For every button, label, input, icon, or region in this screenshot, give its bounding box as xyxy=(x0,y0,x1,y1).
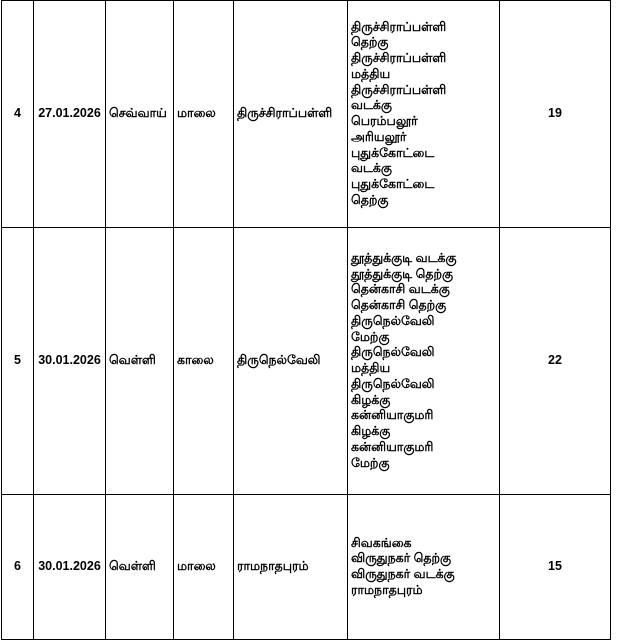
area-line: தென்காசி தெற்கு xyxy=(351,298,447,312)
area-line: திருச்சிராப்பள்ளி xyxy=(351,19,447,34)
area-line: அரியலூர் xyxy=(351,129,407,144)
area-line: தூத்துக்குடி வடக்கு xyxy=(351,250,457,265)
row-centre: ராமநாதபுரம் xyxy=(234,495,348,640)
area-line: தென்காசி வடக்கு xyxy=(351,282,450,297)
area-line: திருச்சிராப்பள்ளி xyxy=(351,82,447,97)
row-day: வெள்ளி xyxy=(106,228,174,495)
area-line: கிழக்கு xyxy=(351,392,391,407)
row-areas xyxy=(348,1,500,228)
area-line: கன்னியாகுமரி xyxy=(351,408,434,423)
row-session: மாலை xyxy=(174,1,234,228)
area-line: தெற்கு xyxy=(351,35,389,50)
row-centre: திருச்சிராப்பள்ளி xyxy=(234,1,348,228)
table-row xyxy=(2,1,611,228)
area-line: திருச்சிராப்பள்ளி xyxy=(351,51,447,65)
area-line: திருநெல்வேலி xyxy=(351,376,435,391)
area-line: திருநெல்வேலி xyxy=(351,345,435,360)
area-line: பெரம்பலூர் xyxy=(351,114,418,128)
area-line: கன்னியாகுமரி xyxy=(351,439,434,454)
table-row xyxy=(2,495,611,640)
area-line: விருதுநகர் தெற்கு xyxy=(351,551,452,566)
area-line: தெற்கு xyxy=(351,192,389,207)
row-count: 22 xyxy=(500,228,611,495)
row-date: 30.01.2026 xyxy=(34,495,106,640)
row-date: 27.01.2026 xyxy=(34,1,106,228)
table-row xyxy=(2,228,611,495)
row-serial-number: 6 xyxy=(2,495,34,640)
row-centre: திருநெல்வேலி xyxy=(234,228,348,495)
row-areas xyxy=(348,495,500,640)
area-line: மத்திய xyxy=(351,361,391,375)
row-serial-number: 4 xyxy=(2,1,34,228)
area-line: தூத்துக்குடி தெற்கு xyxy=(351,266,454,281)
area-line: ராமநாதபுரம் xyxy=(351,582,423,597)
row-session: காலை xyxy=(174,228,234,495)
area-line: மேற்கு xyxy=(351,455,390,470)
area-line: வடக்கு xyxy=(351,98,392,113)
area-line: கிழக்கு xyxy=(351,424,391,438)
area-line: திருநெல்வேலி xyxy=(351,313,435,328)
row-areas xyxy=(348,228,500,495)
row-session: மாலை xyxy=(174,495,234,640)
area-line: வடக்கு xyxy=(351,161,392,176)
row-count: 19 xyxy=(500,1,611,228)
row-day: வெள்ளி xyxy=(106,495,174,640)
row-count: 15 xyxy=(500,495,611,640)
row-serial-number: 5 xyxy=(2,228,34,495)
area-line: புதுக்கோட்டை xyxy=(351,145,435,160)
area-line: விருதுநகர் வடக்கு xyxy=(351,567,455,581)
area-line: மேற்கு xyxy=(351,329,390,344)
table-body xyxy=(2,1,611,640)
area-line: புதுக்கோட்டை xyxy=(351,177,435,191)
row-day: செவ்வாய் xyxy=(106,1,174,228)
row-date: 30.01.2026 xyxy=(34,228,106,495)
area-line: சிவகங்கை xyxy=(351,535,412,550)
area-line: மத்திய xyxy=(351,66,391,81)
schedule-table xyxy=(1,0,611,640)
